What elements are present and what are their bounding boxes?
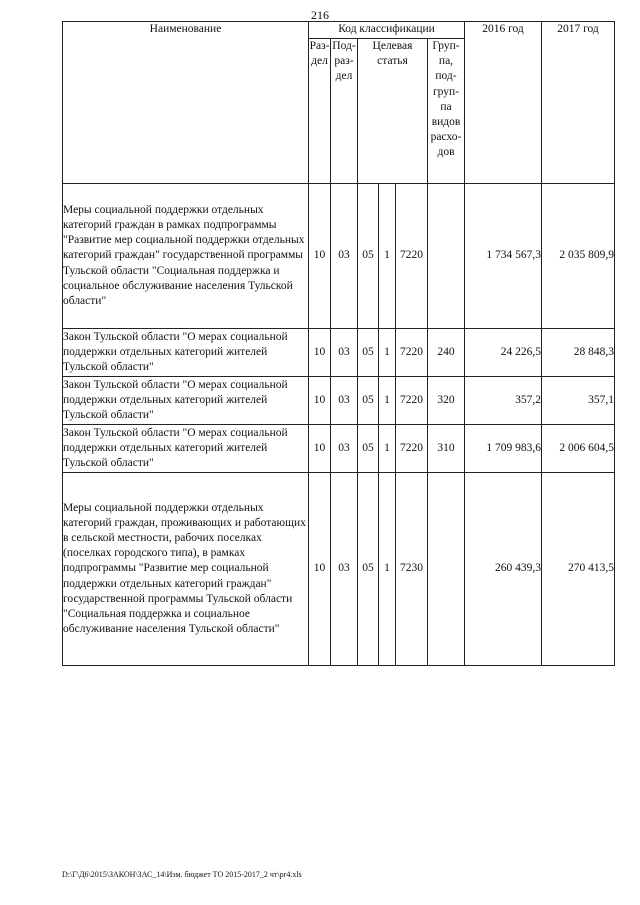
- row-target-program: 05: [358, 425, 379, 473]
- row-target-subprogram: 1: [379, 184, 396, 329]
- row-expense-group: 320: [428, 377, 465, 425]
- table-row: [63, 473, 615, 666]
- row-section: 10: [309, 425, 331, 473]
- header-name: Наименование: [63, 22, 309, 184]
- row-target-subprogram: 1: [379, 329, 396, 377]
- row-subsection: 03: [331, 425, 358, 473]
- table-row: [63, 329, 615, 377]
- header-target-article: Целевая статья: [358, 39, 428, 184]
- row-value-2017: 28 848,3: [542, 329, 615, 377]
- page-number: 216: [311, 8, 329, 22]
- row-name: Закон Тульской области "О мерах социальной поддержки отдельных категорий жителей Тульской области": [63, 329, 309, 377]
- row-value-2017: 2 006 604,5: [542, 425, 615, 473]
- header-expense-group: Груп- па, под- груп- па видов расхо- дов: [428, 39, 465, 184]
- row-target-code: 7220: [396, 377, 428, 425]
- row-expense-group: [428, 473, 465, 666]
- header-year-2016: 2016 год: [465, 22, 542, 184]
- table-row: [63, 425, 615, 473]
- row-value-2016: 1 709 983,6: [465, 425, 542, 473]
- row-subsection: 03: [331, 184, 358, 329]
- budget-table: [62, 21, 615, 666]
- row-subsection: 03: [331, 473, 358, 666]
- row-value-2016: 24 226,5: [465, 329, 542, 377]
- row-target-subprogram: 1: [379, 377, 396, 425]
- table-row: [63, 184, 615, 329]
- row-target-subprogram: 1: [379, 425, 396, 473]
- table-row: [63, 377, 615, 425]
- row-target-code: 7230: [396, 473, 428, 666]
- row-expense-group: 240: [428, 329, 465, 377]
- row-subsection: 03: [331, 329, 358, 377]
- row-target-code: 7220: [396, 329, 428, 377]
- row-target-program: 05: [358, 184, 379, 329]
- header-year-2017: 2017 год: [542, 22, 615, 184]
- row-value-2017: 357,1: [542, 377, 615, 425]
- row-name: Закон Тульской области "О мерах социальной поддержки отдельных категорий жителей Тульской области": [63, 425, 309, 473]
- row-section: 10: [309, 377, 331, 425]
- row-value-2016: 357,2: [465, 377, 542, 425]
- row-section: 10: [309, 184, 331, 329]
- row-name: Закон Тульской области "О мерах социальной поддержки отдельных категорий жителей Тульской области": [63, 377, 309, 425]
- row-value-2017: 270 413,5: [542, 473, 615, 666]
- row-value-2016: 260 439,3: [465, 473, 542, 666]
- row-name: Меры социальной поддержки отдельных категорий граждан, проживающих и работающих в сельской местности, рабочих поселках (поселках городского типа), в рамках подпрограммы "Развитие мер социальной поддержки отдельных категорий граждан" государственной программы Тульской области "Социальная поддержка и социальное обслуживание населения Тульской области": [63, 473, 309, 666]
- header-subsection: Под- раз- дел: [331, 39, 358, 184]
- row-target-subprogram: 1: [379, 473, 396, 666]
- row-target-program: 05: [358, 377, 379, 425]
- row-value-2016: 1 734 567,3: [465, 184, 542, 329]
- row-section: 10: [309, 473, 331, 666]
- row-section: 10: [309, 329, 331, 377]
- row-expense-group: 310: [428, 425, 465, 473]
- file-path-footer: D:\Г\Д6\2015\ЗАКОН\ЗАС_14\Изм. бюджет ТО 2015-2017_2 чт\pr4.xls: [62, 870, 302, 879]
- row-target-program: 05: [358, 473, 379, 666]
- row-name: Меры социальной поддержки отдельных категорий граждан в рамках подпрограммы "Развитие мер социальной поддержки отдельных категорий граждан" государственной программы Тульской области "Социальная поддержка и социальное обслуживание населения Тульской области": [63, 184, 309, 329]
- row-target-code: 7220: [396, 425, 428, 473]
- row-target-code: 7220: [396, 184, 428, 329]
- row-expense-group: [428, 184, 465, 329]
- row-target-program: 05: [358, 329, 379, 377]
- row-value-2017: 2 035 809,9: [542, 184, 615, 329]
- header-section: Раз- дел: [309, 39, 331, 184]
- row-subsection: 03: [331, 377, 358, 425]
- header-classification: Код классификации: [309, 22, 465, 39]
